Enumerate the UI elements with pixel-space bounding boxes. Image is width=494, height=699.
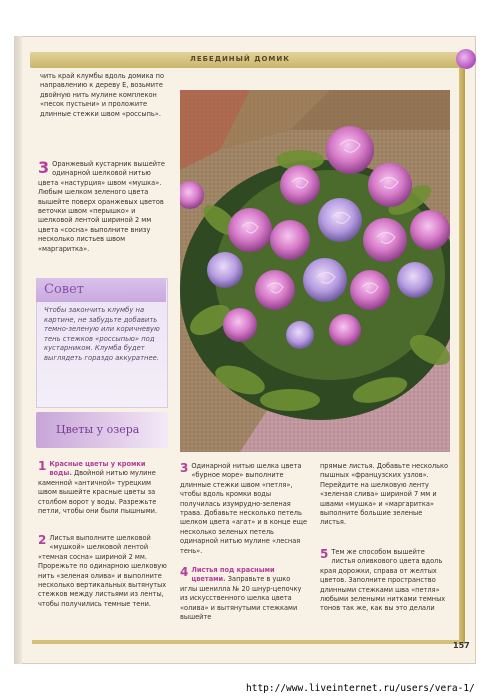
bottom-border-rule — [32, 640, 462, 644]
col3-step5-text: Тем же способом вышейте листья оливкового цвета вдоль края дорожки, справа от желтых цветов. Заполните пространство длинными стежками шва «петля» любыми зелеными нитками темных тонов так же, как вы это делали — [320, 548, 446, 613]
col2-step3 — [180, 462, 308, 556]
flower-ornament-icon — [456, 49, 476, 69]
col1-intro: чить край клумбы вдоль домика по направлению к дереву Е, возьмите двойную нить мулине комплекон «песок пустыни» и проложите длинные стежки швом «россыпь». — [40, 72, 165, 118]
section-header-title: ЛЕБЕДИНЫЙ ДОМИК — [190, 55, 290, 63]
col2-step3-text: Одинарной нитью шелка цвета «бурное море» выполните длинные стежки швом «петля», чтобы вдоль кромки воды получилась изумрудно-зеленая трава. Добавьте несколько петель шелком цвета «агат» и в конце еще несколько зеленых петель одинарной нитью мулине «лесная тень». — [180, 462, 308, 555]
col2-step4-heading: Листья под красными цветами. — [191, 566, 275, 584]
step-number: 1 — [38, 459, 47, 473]
step-number: 5 — [320, 547, 329, 561]
tip-body: Чтобы закончить клумбу на картине, не забудьте добавить темно-зеленую или коричневую тень стежков «россыпью» под кустарником. Клумба будет выглядеть гораздо аккуратнее. — [44, 306, 160, 362]
col1-step3-text: Оранжевый кустарник вышейте одинарной шелковой нитью цвета «настурция» швом «мушка». Любым шелком зеленого цвета вышейте поверх оранжевых цветов веточки швом «перышко» и шелковой лентой шириной 2 мм цвета «сосна» выполните внизу несколько листьев швом «маргаритка». — [38, 160, 165, 253]
step-number: 4 — [180, 565, 189, 579]
step-number: 2 — [38, 533, 47, 547]
col1-intro-text — [40, 72, 168, 119]
embroidery-photo — [180, 90, 450, 452]
col3-cont-text: прямые листья. Добавьте несколько пышных «французских узлов». Перейдите на шелковую ленту «зеленая слива» шириной 7 мм и швами «мушка» и «маргаритка» выполните большие зеленые листья. — [320, 462, 448, 527]
lake-section-title: Цветы у озера — [56, 423, 140, 436]
col3-continued — [320, 462, 450, 528]
embroidery-photo-illustration — [180, 90, 450, 452]
lake-step2-text: Листья выполните шелковой «мушкой» шелковой лентой «темная сосна» шириной 2 мм. Прорежьте по одинарною шелковую нить «зеленая олива» и выполните несколько вертикальных вытянутых стежков между листьями из ленты, чтобы получились темные тени. — [38, 534, 167, 608]
step-number: 3 — [180, 461, 189, 475]
step-number: 3 — [38, 158, 50, 177]
col2-step4 — [180, 566, 308, 622]
page-number: 157 — [453, 641, 470, 650]
lake-step1-text: Двойной нитью мулине каменной «античной» турецким швом вышейте красные цветы за столбом ворот у воды. Разрежьте петли, чтобы они были пышными. — [38, 469, 158, 516]
col1-step3 — [38, 160, 168, 254]
col3-step5 — [320, 548, 450, 614]
lake-step1-heading: Красные цветы у кромки воды. — [49, 460, 146, 478]
watermark-url: http://www.liveinternet.ru/users/vera-1/ — [246, 683, 475, 694]
col2-step4-text: Заправьте в ушко иглы шенилла № 20 шнур-цепочку из искусственного шелка цвета «олива» и вытянутыми стежками вышейте — [180, 575, 302, 622]
right-border-rule — [459, 68, 465, 644]
lake-step1 — [38, 460, 168, 516]
lake-step2 — [38, 534, 168, 609]
tip-title: Совет — [44, 282, 84, 297]
page-spine-shadow — [14, 36, 22, 664]
